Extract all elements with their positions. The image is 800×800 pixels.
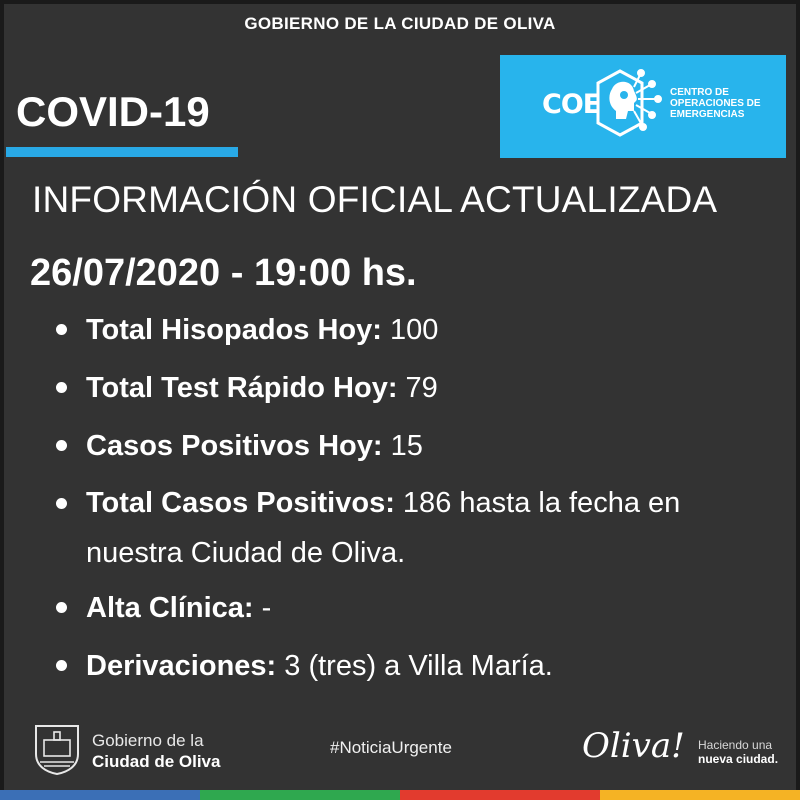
stripe-green <box>200 790 400 800</box>
bullet-icon <box>56 660 67 671</box>
stripe-red <box>400 790 600 800</box>
oliva-logo: Oliva! <box>582 726 685 766</box>
gov-logo <box>32 722 262 778</box>
bullet-icon <box>56 324 67 335</box>
color-stripe <box>0 790 800 800</box>
stat-label: Total Test Rápido Hoy: <box>86 372 398 404</box>
stat-value: 3 (tres) a Villa María. <box>276 650 553 682</box>
stat-label: Alta Clínica: <box>86 592 254 624</box>
crest-icon <box>32 722 82 776</box>
frame-right <box>796 0 800 800</box>
stat-value: - <box>253 592 272 624</box>
stat-value: 79 <box>397 372 438 404</box>
stat-item <box>56 428 766 464</box>
stat-item <box>56 370 766 406</box>
info-title: INFORMACIÓN OFICIAL ACTUALIZADA <box>32 179 718 220</box>
tagline-line2: nueva ciudad. <box>698 752 779 766</box>
stat-value: 100 <box>381 314 439 346</box>
coe-line: OPERACIONES DE <box>670 98 761 109</box>
bullet-icon <box>56 498 67 509</box>
stat-label: Total Hisopados Hoy: <box>86 314 382 346</box>
coe-name <box>670 87 782 120</box>
gov-line2: Ciudad de Oliva <box>92 752 221 771</box>
stat-label: Total Casos Positivos: <box>86 487 395 519</box>
hashtag: #NoticiaUrgente <box>330 738 452 757</box>
stat-item <box>56 312 766 348</box>
bullet-icon <box>56 382 67 393</box>
date-line: 26/07/2020 - 19:00 hs. <box>30 252 417 294</box>
stripe-yellow <box>600 790 800 800</box>
frame-left <box>0 0 4 800</box>
bullet-icon <box>56 602 67 613</box>
stripe-blue <box>0 790 200 800</box>
stat-value: 15 <box>382 430 423 462</box>
header-title: GOBIERNO DE LA CIUDAD DE OLIVA <box>244 14 556 33</box>
frame-top <box>0 0 800 4</box>
coe-logo <box>500 55 786 158</box>
coe-abbr: COE <box>542 89 601 120</box>
stat-item <box>56 590 766 626</box>
stat-value: 186 hasta la fecha en nuestra Ciudad de Oliva. <box>86 487 681 569</box>
tagline <box>698 738 778 766</box>
stat-label: Casos Positivos Hoy: <box>86 430 383 462</box>
bullet-icon <box>56 440 67 451</box>
covid-underline <box>6 147 238 157</box>
tagline-line1: Haciendo una <box>698 738 773 752</box>
stat-item <box>56 478 766 578</box>
stat-label: Derivaciones: <box>86 650 277 682</box>
gov-name <box>92 730 220 772</box>
covid-title: COVID-19 <box>16 88 210 135</box>
coe-line: CENTRO DE <box>670 87 729 98</box>
gov-line1: Gobierno de la <box>92 731 204 750</box>
coe-line: EMERGENCIAS <box>670 109 745 120</box>
head-circuit-icon <box>590 65 666 141</box>
stat-item <box>56 648 766 684</box>
stats-list <box>56 312 766 706</box>
